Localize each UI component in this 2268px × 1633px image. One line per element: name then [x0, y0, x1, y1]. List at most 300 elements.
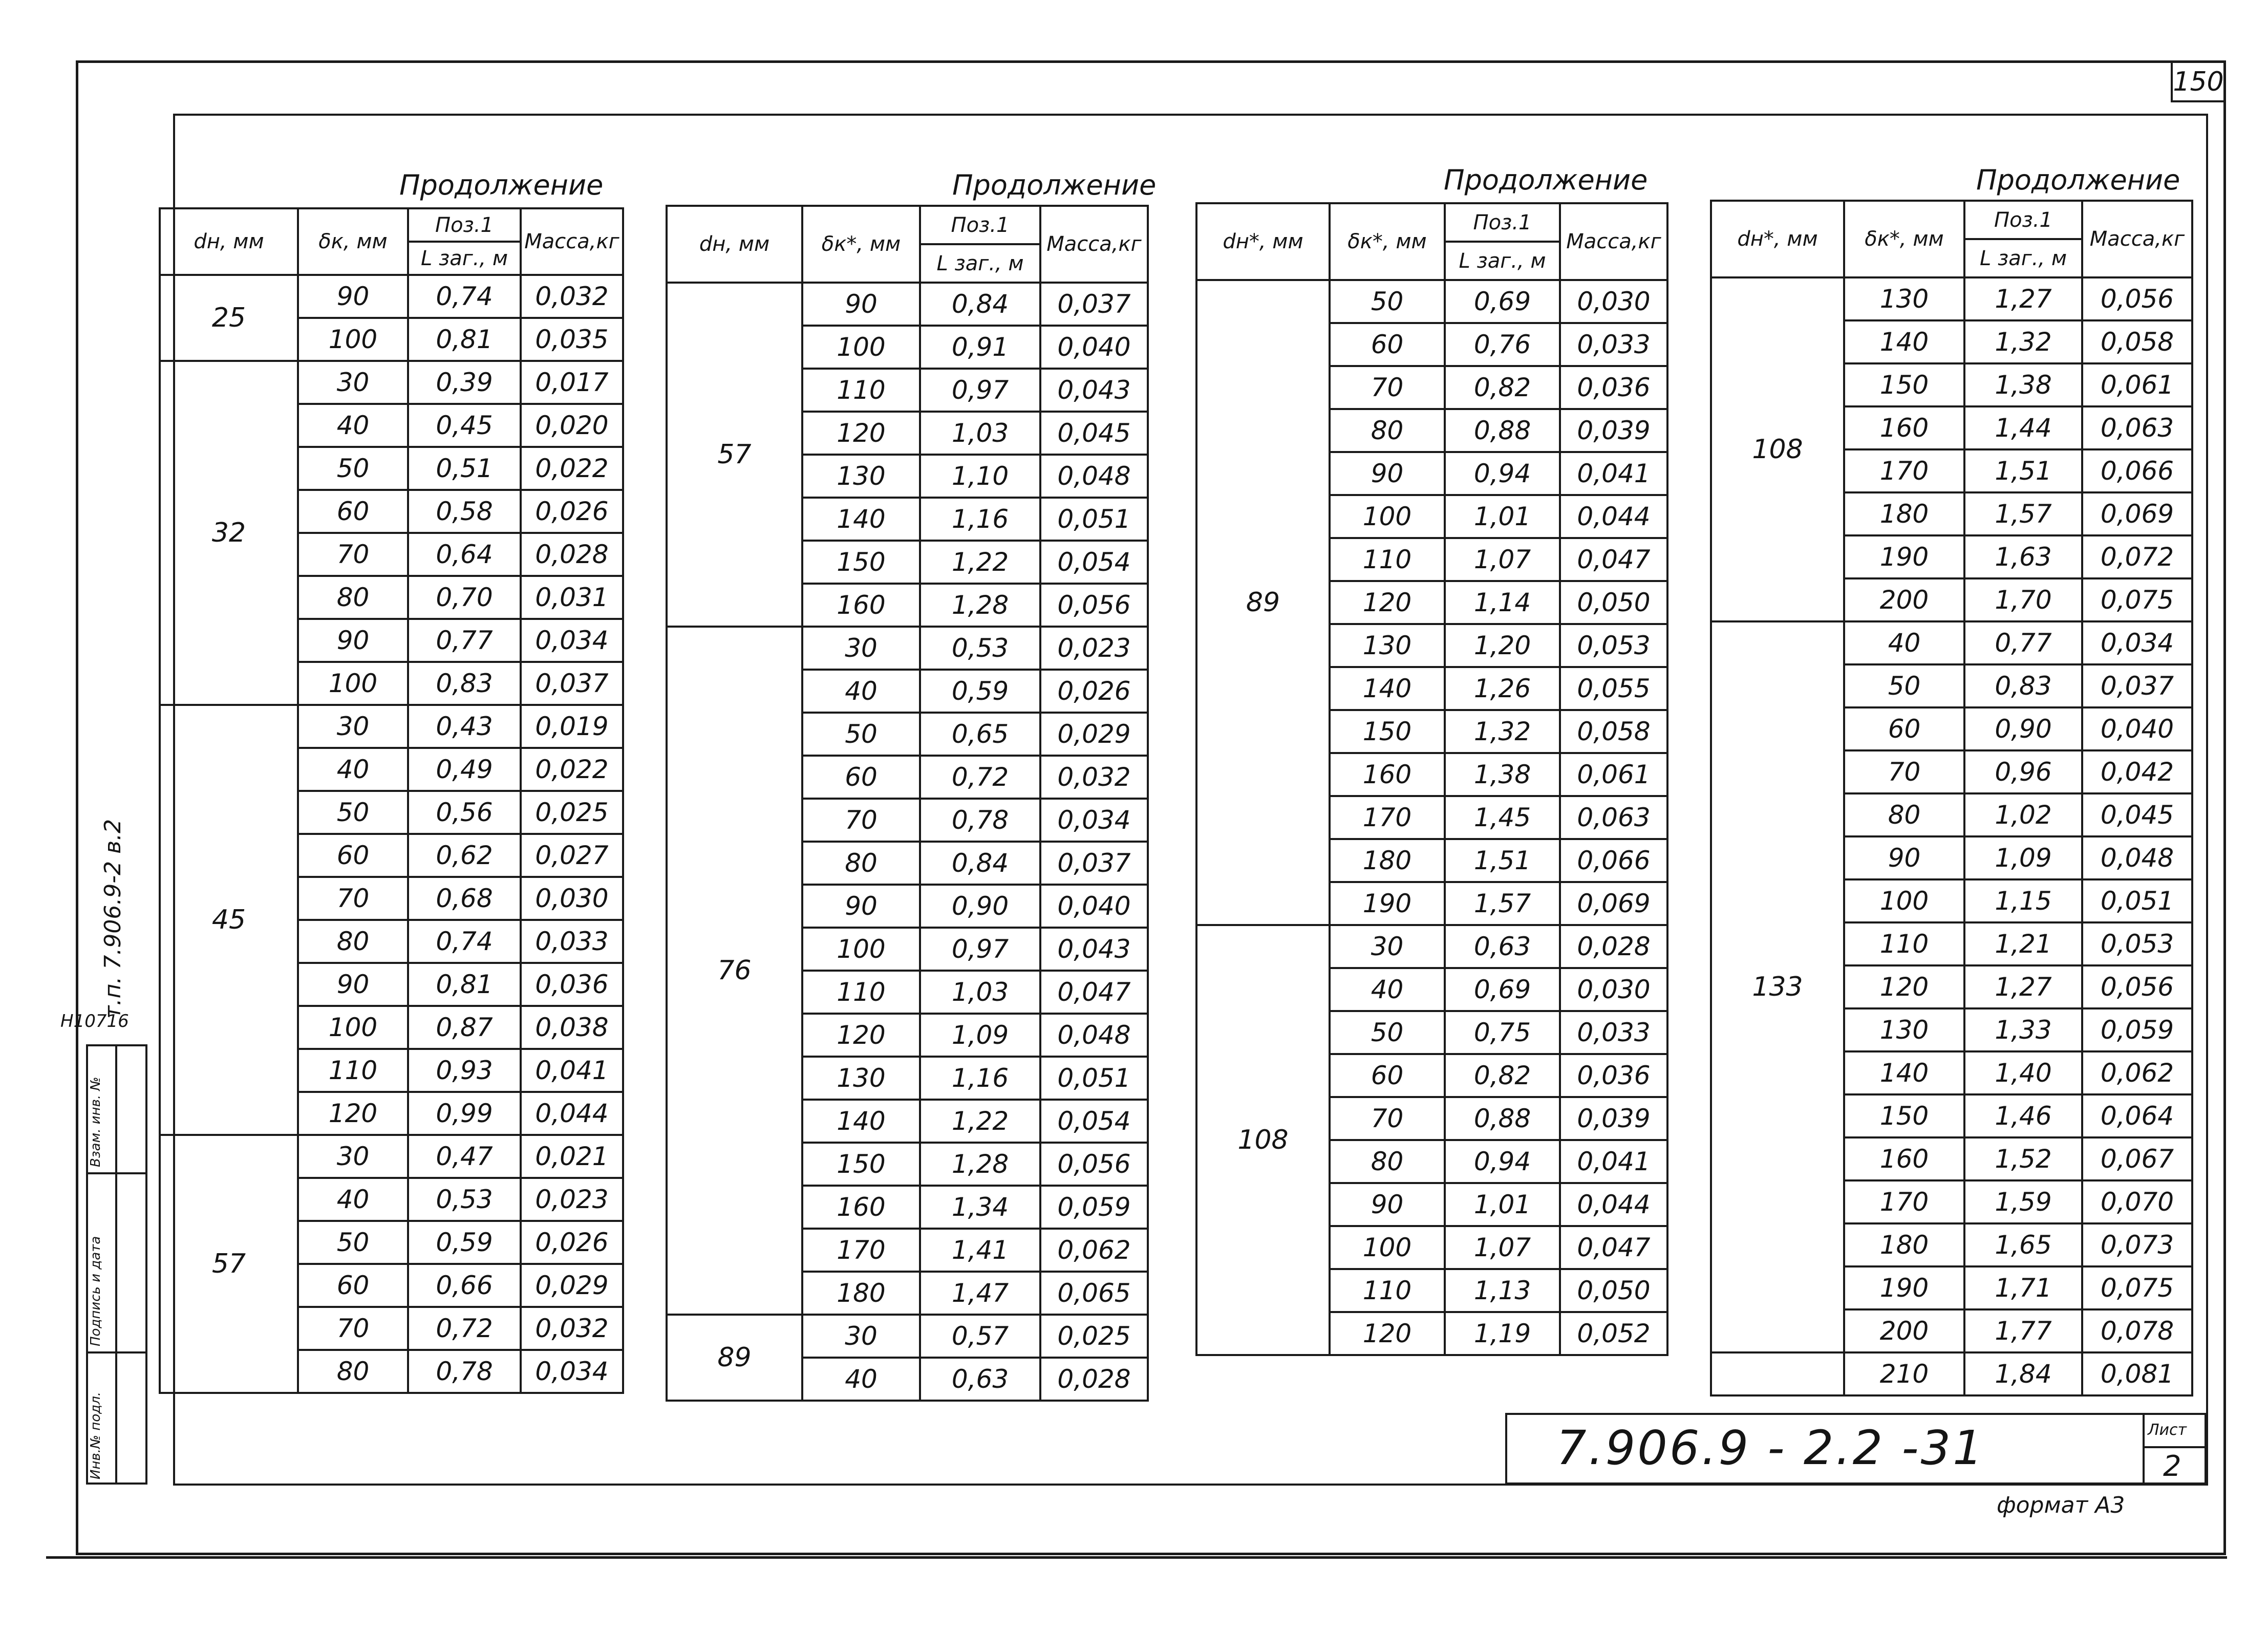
page-number: 150: [2173, 67, 2224, 97]
dn-cell: 25: [160, 275, 298, 361]
length-cell: 0,77: [1964, 621, 2082, 664]
mass-cell: 0,025: [521, 791, 623, 834]
length-cell: 1,21: [1964, 922, 2082, 965]
mass-cell: 0,025: [1040, 1315, 1148, 1358]
length-cell: 1,84: [1964, 1352, 2082, 1395]
side-stamp-divider: [115, 1044, 117, 1485]
wall-thickness-cell: 160: [1844, 406, 1964, 449]
table-row: [1711, 1352, 2192, 1395]
length-cell: 1,07: [1445, 538, 1560, 581]
length-cell: 0,56: [408, 791, 521, 834]
mass-cell: 0,026: [521, 490, 623, 533]
wall-thickness-cell: 100: [1330, 495, 1445, 538]
length-cell: 0,88: [1445, 409, 1560, 452]
length-cell: 1,33: [1964, 1008, 2082, 1051]
mass-header: Масса,кг: [1560, 203, 1667, 280]
wall-thickness-cell: 150: [802, 541, 920, 584]
wall-thickness-cell: 80: [1844, 793, 1964, 836]
mass-cell: 0,031: [521, 576, 623, 619]
mass-cell: 0,058: [1560, 710, 1667, 753]
mass-cell: 0,032: [521, 275, 623, 318]
side-col1-label: Инв.№ подл.: [88, 1391, 103, 1479]
wall-thickness-cell: 120: [802, 412, 920, 455]
length-cell: 0,87: [408, 1006, 521, 1049]
mass-cell: 0,045: [1040, 412, 1148, 455]
length-cell: 0,84: [920, 283, 1040, 326]
wall-thickness-cell: 70: [298, 533, 408, 576]
length-cell: 1,59: [1964, 1180, 2082, 1223]
length-cell: 1,57: [1964, 492, 2082, 535]
dn-header: dн, мм: [160, 208, 298, 275]
mass-cell: 0,075: [2082, 1266, 2192, 1309]
wall-thickness-cell: 160: [1330, 753, 1445, 796]
wall-thickness-cell: 190: [1844, 1266, 1964, 1309]
wall-thickness-cell: 150: [1844, 1094, 1964, 1137]
mass-cell: 0,041: [521, 1049, 623, 1092]
table-row: [1711, 277, 2192, 320]
mass-cell: 0,034: [521, 1350, 623, 1393]
mass-cell: 0,054: [1040, 1100, 1148, 1143]
mass-cell: 0,023: [521, 1178, 623, 1221]
document-number: 7.906.9 - 2.2 -31: [1556, 1421, 1985, 1475]
length-cell: 0,81: [408, 318, 521, 361]
mass-cell: 0,035: [521, 318, 623, 361]
table-row: [1196, 925, 1667, 968]
length-cell: 1,32: [1964, 320, 2082, 363]
mass-cell: 0,062: [2082, 1051, 2192, 1094]
dn-cell: 57: [667, 283, 802, 627]
length-cell: 1,51: [1445, 839, 1560, 882]
mass-cell: 0,050: [1560, 1269, 1667, 1312]
length-cell: 0,84: [920, 842, 1040, 885]
mass-cell: 0,032: [1040, 756, 1148, 799]
length-cell: 1,77: [1964, 1309, 2082, 1352]
wall-thickness-cell: 110: [802, 971, 920, 1014]
sk-header: δк*, мм: [802, 206, 920, 283]
wall-thickness-cell: 30: [802, 1315, 920, 1358]
wall-thickness-cell: 30: [802, 627, 920, 670]
continuation-title-2: Продолжение: [952, 169, 1157, 201]
mass-cell: 0,070: [2082, 1180, 2192, 1223]
length-cell: 1,32: [1445, 710, 1560, 753]
dn-cell: 89: [1196, 280, 1330, 925]
length-cell: 0,93: [408, 1049, 521, 1092]
mass-cell: 0,065: [1040, 1272, 1148, 1315]
wall-thickness-cell: 180: [1844, 1223, 1964, 1266]
table-row: [667, 1315, 1148, 1358]
length-cell: 1,27: [1964, 277, 2082, 320]
length-cell: 0,88: [1445, 1097, 1560, 1140]
length-cell: 1,28: [920, 584, 1040, 627]
mass-cell: 0,072: [2082, 535, 2192, 578]
length-cell: 1,44: [1964, 406, 2082, 449]
table-row: [667, 627, 1148, 670]
mass-cell: 0,036: [1560, 1054, 1667, 1097]
side-stamp-sep-1: [86, 1172, 147, 1174]
length-cell: 1,38: [1445, 753, 1560, 796]
wall-thickness-cell: 70: [298, 1307, 408, 1350]
wall-thickness-cell: 40: [298, 404, 408, 447]
wall-thickness-cell: 50: [1330, 1011, 1445, 1054]
wall-thickness-cell: 60: [802, 756, 920, 799]
mass-cell: 0,033: [521, 920, 623, 963]
mass-cell: 0,019: [521, 705, 623, 748]
wall-thickness-cell: 180: [1330, 839, 1445, 882]
wall-thickness-cell: 100: [802, 928, 920, 971]
wall-thickness-cell: 80: [1330, 409, 1445, 452]
side-col2-label: Подпись и дата: [88, 1236, 103, 1346]
bottom-line: [46, 1556, 2227, 1559]
wall-thickness-cell: 160: [1844, 1137, 1964, 1180]
wall-thickness-cell: 100: [298, 1006, 408, 1049]
wall-thickness-cell: 190: [1330, 882, 1445, 925]
wall-thickness-cell: 60: [298, 1264, 408, 1307]
length-cell: 1,51: [1964, 449, 2082, 492]
length-cell: 1,46: [1964, 1094, 2082, 1137]
table-row: [160, 1135, 623, 1178]
length-cell: 1,26: [1445, 667, 1560, 710]
wall-thickness-cell: 60: [298, 834, 408, 877]
length-cell: 1,71: [1964, 1266, 2082, 1309]
wall-thickness-cell: 100: [298, 662, 408, 705]
dn-cell: 133: [1711, 621, 1844, 1352]
mass-cell: 0,058: [2082, 320, 2192, 363]
length-cell: 0,81: [408, 963, 521, 1006]
table-row: [1196, 280, 1667, 323]
wall-thickness-cell: 30: [298, 361, 408, 404]
length-cell: 1,07: [1445, 1226, 1560, 1269]
length-cell: 1,03: [920, 412, 1040, 455]
wall-thickness-cell: 60: [1844, 707, 1964, 750]
mass-cell: 0,056: [2082, 277, 2192, 320]
wall-thickness-cell: 90: [1330, 452, 1445, 495]
wall-thickness-cell: 110: [1844, 922, 1964, 965]
length-cell: 1,22: [920, 541, 1040, 584]
wall-thickness-cell: 90: [802, 283, 920, 326]
wall-thickness-cell: 130: [802, 455, 920, 498]
mass-cell: 0,081: [2082, 1352, 2192, 1395]
length-cell: 1,10: [920, 455, 1040, 498]
mass-cell: 0,047: [1560, 1226, 1667, 1269]
length-cell: 0,45: [408, 404, 521, 447]
wall-thickness-cell: 190: [1844, 535, 1964, 578]
mass-cell: 0,030: [1560, 968, 1667, 1011]
mass-cell: 0,034: [1040, 799, 1148, 842]
mass-cell: 0,051: [1040, 498, 1148, 541]
mass-cell: 0,051: [2082, 879, 2192, 922]
length-cell: 0,94: [1445, 452, 1560, 495]
length-cell: 0,90: [920, 885, 1040, 928]
wall-thickness-cell: 90: [1330, 1183, 1445, 1226]
wall-thickness-cell: 40: [1844, 621, 1964, 664]
dn-header: dн, мм: [667, 206, 802, 283]
mass-cell: 0,044: [1560, 495, 1667, 538]
mass-cell: 0,059: [1040, 1186, 1148, 1229]
mass-cell: 0,047: [1560, 538, 1667, 581]
mass-cell: 0,036: [1560, 366, 1667, 409]
wall-thickness-cell: 30: [298, 705, 408, 748]
wall-thickness-cell: 100: [298, 318, 408, 361]
wall-thickness-cell: 130: [1844, 1008, 1964, 1051]
length-cell: 1,09: [920, 1014, 1040, 1057]
continuation-title-4: Продолжение: [1976, 164, 2180, 196]
mass-cell: 0,056: [2082, 965, 2192, 1008]
mass-cell: 0,023: [1040, 627, 1148, 670]
sk-header: δк*, мм: [1330, 203, 1445, 280]
mass-cell: 0,061: [1560, 753, 1667, 796]
dn-cell: 108: [1196, 925, 1330, 1355]
mass-cell: 0,039: [1560, 1097, 1667, 1140]
length-cell: 1,63: [1964, 535, 2082, 578]
mass-cell: 0,034: [521, 619, 623, 662]
length-cell: 1,16: [920, 1057, 1040, 1100]
mass-cell: 0,034: [2082, 621, 2192, 664]
mass-cell: 0,066: [2082, 449, 2192, 492]
wall-thickness-cell: 150: [1330, 710, 1445, 753]
wall-thickness-cell: 150: [802, 1143, 920, 1186]
wall-thickness-cell: 60: [298, 490, 408, 533]
length-header: L заг., м: [920, 244, 1040, 283]
wall-thickness-cell: 90: [298, 275, 408, 318]
wall-thickness-cell: 80: [298, 576, 408, 619]
length-cell: 0,62: [408, 834, 521, 877]
side-col3-label: Взам. инв. №: [88, 1077, 103, 1167]
pos-header: Поз.1: [1445, 203, 1560, 242]
length-cell: 0,75: [1445, 1011, 1560, 1054]
length-cell: 0,68: [408, 877, 521, 920]
wall-thickness-cell: 180: [802, 1272, 920, 1315]
mass-cell: 0,041: [1560, 1140, 1667, 1183]
length-cell: 1,38: [1964, 363, 2082, 406]
wall-thickness-cell: 140: [1330, 667, 1445, 710]
mass-cell: 0,043: [1040, 928, 1148, 971]
mass-cell: 0,061: [2082, 363, 2192, 406]
wall-thickness-cell: 120: [1330, 581, 1445, 624]
wall-thickness-cell: 130: [1844, 277, 1964, 320]
dn-cell: 57: [160, 1135, 298, 1393]
mass-cell: 0,052: [1560, 1312, 1667, 1355]
mass-header: Масса,кг: [521, 208, 623, 275]
mass-cell: 0,067: [2082, 1137, 2192, 1180]
wall-thickness-cell: 120: [298, 1092, 408, 1135]
wall-thickness-cell: 50: [1330, 280, 1445, 323]
wall-thickness-cell: 30: [298, 1135, 408, 1178]
wall-thickness-cell: 170: [1330, 796, 1445, 839]
length-header: L заг., м: [1964, 239, 2082, 277]
table-row: [160, 275, 623, 318]
wall-thickness-cell: 170: [1844, 1180, 1964, 1223]
wall-thickness-cell: 30: [1330, 925, 1445, 968]
continuation-title-1: Продолжение: [399, 169, 604, 201]
length-cell: 0,66: [408, 1264, 521, 1307]
pipe-table-1: [159, 207, 624, 1394]
mass-cell: 0,037: [1040, 842, 1148, 885]
length-cell: 1,47: [920, 1272, 1040, 1315]
wall-thickness-cell: 90: [1844, 836, 1964, 879]
length-cell: 0,43: [408, 705, 521, 748]
wall-thickness-cell: 110: [802, 369, 920, 412]
wall-thickness-cell: 100: [1844, 879, 1964, 922]
mass-cell: 0,017: [521, 361, 623, 404]
sk-header: δк, мм: [298, 208, 408, 275]
length-cell: 0,72: [408, 1307, 521, 1350]
mass-cell: 0,055: [1560, 667, 1667, 710]
wall-thickness-cell: 40: [802, 1358, 920, 1401]
mass-cell: 0,040: [1040, 326, 1148, 369]
length-cell: 0,59: [408, 1221, 521, 1264]
mass-cell: 0,054: [1040, 541, 1148, 584]
wall-thickness-cell: 120: [802, 1014, 920, 1057]
mass-cell: 0,073: [2082, 1223, 2192, 1266]
dn-cell: 76: [667, 627, 802, 1315]
pipe-table-2: [666, 205, 1149, 1402]
length-cell: 0,74: [408, 920, 521, 963]
length-cell: 1,27: [1964, 965, 2082, 1008]
wall-thickness-cell: 40: [298, 748, 408, 791]
mass-cell: 0,033: [1560, 323, 1667, 366]
wall-thickness-cell: 160: [802, 1186, 920, 1229]
pos-header: Поз.1: [1964, 201, 2082, 239]
length-cell: 1,70: [1964, 578, 2082, 621]
length-cell: 1,65: [1964, 1223, 2082, 1266]
mass-cell: 0,028: [1560, 925, 1667, 968]
dn-cell: 45: [160, 705, 298, 1135]
length-cell: 0,49: [408, 748, 521, 791]
length-cell: 1,15: [1964, 879, 2082, 922]
mass-cell: 0,051: [1040, 1057, 1148, 1100]
wall-thickness-cell: 100: [1330, 1226, 1445, 1269]
mass-cell: 0,030: [521, 877, 623, 920]
title-block-divider: [2143, 1413, 2145, 1485]
mass-cell: 0,028: [521, 533, 623, 576]
pos-header: Поз.1: [408, 208, 521, 242]
mass-cell: 0,029: [521, 1264, 623, 1307]
wall-thickness-cell: 40: [802, 670, 920, 713]
length-cell: 1,34: [920, 1186, 1040, 1229]
length-cell: 0,69: [1445, 968, 1560, 1011]
length-cell: 1,03: [920, 971, 1040, 1014]
page-number-box: [2171, 60, 2226, 102]
length-cell: 1,20: [1445, 624, 1560, 667]
mass-cell: 0,048: [1040, 1014, 1148, 1057]
wall-thickness-cell: 170: [802, 1229, 920, 1272]
length-cell: 0,77: [408, 619, 521, 662]
wall-thickness-cell: 40: [298, 1178, 408, 1221]
wall-thickness-cell: 70: [802, 799, 920, 842]
wall-thickness-cell: 90: [298, 963, 408, 1006]
mass-cell: 0,078: [2082, 1309, 2192, 1352]
mass-header: Масса,кг: [1040, 206, 1148, 283]
length-cell: 1,28: [920, 1143, 1040, 1186]
wall-thickness-cell: 80: [802, 842, 920, 885]
length-cell: 1,22: [920, 1100, 1040, 1143]
length-cell: 0,90: [1964, 707, 2082, 750]
mass-cell: 0,056: [1040, 584, 1148, 627]
mass-cell: 0,066: [1560, 839, 1667, 882]
length-cell: 0,78: [408, 1350, 521, 1393]
wall-thickness-cell: 140: [1844, 1051, 1964, 1094]
wall-thickness-cell: 150: [1844, 363, 1964, 406]
wall-thickness-cell: 210: [1844, 1352, 1964, 1395]
pipe-table-3: [1195, 202, 1668, 1356]
title-block-sheet-sep: [2143, 1446, 2207, 1448]
series-label: т.п. 7.906.9-2 в.2: [100, 819, 126, 1019]
length-cell: 0,51: [408, 447, 521, 490]
mass-cell: 0,037: [1040, 283, 1148, 326]
length-cell: 0,65: [920, 713, 1040, 756]
length-cell: 0,63: [920, 1358, 1040, 1401]
dn-cell: 32: [160, 361, 298, 705]
length-cell: 0,94: [1445, 1140, 1560, 1183]
mass-cell: 0,021: [521, 1135, 623, 1178]
length-cell: 0,78: [920, 799, 1040, 842]
length-cell: 1,16: [920, 498, 1040, 541]
mass-cell: 0,045: [2082, 793, 2192, 836]
pos-header: Поз.1: [920, 206, 1040, 244]
wall-thickness-cell: 180: [1844, 492, 1964, 535]
length-cell: 0,57: [920, 1315, 1040, 1358]
length-cell: 0,83: [408, 662, 521, 705]
pipe-table-4: [1710, 200, 2193, 1396]
mass-cell: 0,047: [1040, 971, 1148, 1014]
wall-thickness-cell: 50: [298, 791, 408, 834]
mass-cell: 0,048: [2082, 836, 2192, 879]
length-cell: 0,91: [920, 326, 1040, 369]
mass-cell: 0,069: [2082, 492, 2192, 535]
wall-thickness-cell: 110: [1330, 538, 1445, 581]
length-cell: 0,83: [1964, 664, 2082, 707]
wall-thickness-cell: 110: [1330, 1269, 1445, 1312]
mass-cell: 0,075: [2082, 578, 2192, 621]
wall-thickness-cell: 50: [298, 1221, 408, 1264]
wall-thickness-cell: 140: [802, 498, 920, 541]
mass-cell: 0,069: [1560, 882, 1667, 925]
mass-cell: 0,020: [521, 404, 623, 447]
wall-thickness-cell: 60: [1330, 323, 1445, 366]
wall-thickness-cell: 110: [298, 1049, 408, 1092]
wall-thickness-cell: 50: [298, 447, 408, 490]
sheet-label: Лист: [2148, 1421, 2187, 1439]
wall-thickness-cell: 120: [1330, 1312, 1445, 1355]
side-stamp-sep-2: [86, 1351, 147, 1353]
mass-cell: 0,033: [1560, 1011, 1667, 1054]
wall-thickness-cell: 170: [1844, 449, 1964, 492]
mass-cell: 0,043: [1040, 369, 1148, 412]
dn-cell: 108: [1711, 277, 1844, 621]
mass-cell: 0,022: [521, 748, 623, 791]
dn-cell: [1711, 1352, 1844, 1395]
mass-cell: 0,059: [2082, 1008, 2192, 1051]
table-row: [667, 283, 1148, 326]
mass-cell: 0,044: [521, 1092, 623, 1135]
wall-thickness-cell: 100: [802, 326, 920, 369]
wall-thickness-cell: 80: [1330, 1140, 1445, 1183]
length-cell: 1,52: [1964, 1137, 2082, 1180]
length-cell: 0,39: [408, 361, 521, 404]
length-cell: 0,63: [1445, 925, 1560, 968]
length-cell: 1,01: [1445, 1183, 1560, 1226]
dn-header: dн*, мм: [1711, 201, 1844, 277]
mass-cell: 0,056: [1040, 1143, 1148, 1186]
format-label: формат А3: [1997, 1492, 2125, 1518]
length-cell: 1,19: [1445, 1312, 1560, 1355]
mass-cell: 0,027: [521, 834, 623, 877]
mass-cell: 0,032: [521, 1307, 623, 1350]
inventory-number: Н10716: [60, 1011, 129, 1032]
length-cell: 1,02: [1964, 793, 2082, 836]
table-row: [1711, 621, 2192, 664]
wall-thickness-cell: 130: [802, 1057, 920, 1100]
